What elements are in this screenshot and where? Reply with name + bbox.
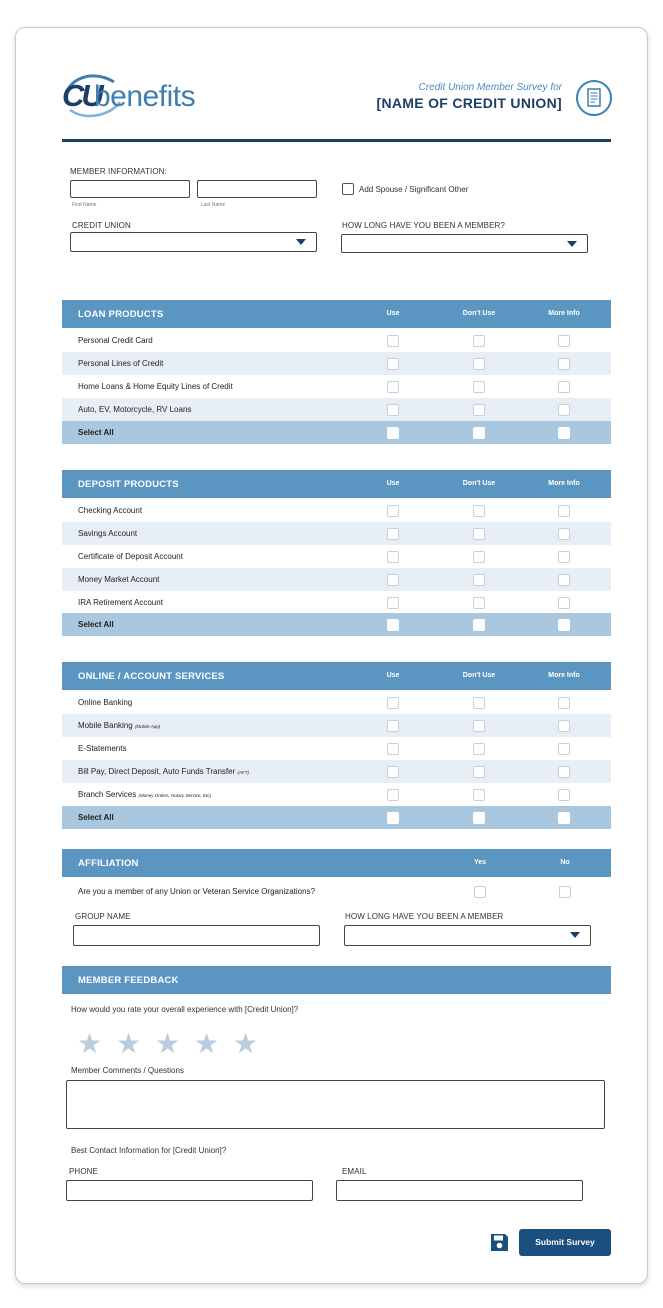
col-use: Use xyxy=(386,310,400,317)
affiliation-header xyxy=(62,849,611,877)
dont-use-checkbox[interactable] xyxy=(473,335,485,347)
table-row xyxy=(62,737,611,760)
comments-textarea[interactable] xyxy=(66,1080,605,1129)
more-info-checkbox[interactable] xyxy=(558,697,570,709)
star-3-icon[interactable]: ★ xyxy=(155,1028,181,1059)
dont-use-checkbox[interactable] xyxy=(473,574,485,586)
col-no: No xyxy=(560,859,570,866)
dont-use-checkbox[interactable] xyxy=(473,358,485,370)
chevron-down-icon xyxy=(296,239,306,245)
row-label-text: Bill Pay, Direct Deposit, Auto Funds Transfer xyxy=(78,767,236,776)
row-label-text: Mobile Banking xyxy=(78,721,133,730)
select-all-label: Select All xyxy=(78,428,114,437)
section-title: MEMBER FEEDBACK xyxy=(78,975,179,986)
online-services-header xyxy=(62,662,611,690)
use-checkbox[interactable] xyxy=(387,766,399,778)
use-checkbox[interactable] xyxy=(387,358,399,370)
phone-input[interactable] xyxy=(66,1180,313,1201)
table-row xyxy=(62,760,611,783)
row-label: Checking Account xyxy=(78,506,143,515)
rating-question: How would you rate your overall experience with [Credit Union]? xyxy=(71,1005,299,1014)
row-label: Home Loans & Home Equity Lines of Credit xyxy=(78,382,233,391)
col-more-info: More Info xyxy=(548,480,580,487)
header-divider xyxy=(62,139,611,142)
first-name-input[interactable] xyxy=(70,180,190,198)
comments-label: Member Comments / Questions xyxy=(71,1066,184,1075)
more-info-checkbox[interactable] xyxy=(558,358,570,370)
affiliation-no-checkbox[interactable] xyxy=(559,886,571,898)
chevron-down-icon xyxy=(567,241,577,247)
row-note: (AFT) xyxy=(237,770,249,775)
phone-label: PHONE xyxy=(69,1167,98,1176)
section-title: AFFILIATION xyxy=(78,858,139,869)
document-icon xyxy=(576,80,612,116)
more-info-checkbox[interactable] xyxy=(558,720,570,732)
star-5-icon[interactable]: ★ xyxy=(233,1028,259,1059)
more-info-checkbox[interactable] xyxy=(558,789,570,801)
row-label xyxy=(78,744,126,753)
select-all-dont-use-checkbox[interactable] xyxy=(473,812,485,824)
use-checkbox[interactable] xyxy=(387,404,399,416)
section-title: LOAN PRODUCTS xyxy=(78,309,164,320)
email-input[interactable] xyxy=(336,1180,583,1201)
row-note: (Money Orders, Notary Service, Etc) xyxy=(138,793,212,798)
table-row xyxy=(62,545,611,568)
use-checkbox[interactable] xyxy=(387,381,399,393)
table-row xyxy=(62,714,611,737)
save-icon[interactable] xyxy=(489,1232,510,1253)
table-row xyxy=(62,329,611,352)
more-info-checkbox[interactable] xyxy=(558,505,570,517)
credit-union-select[interactable] xyxy=(70,232,317,252)
more-info-checkbox[interactable] xyxy=(558,766,570,778)
use-checkbox[interactable] xyxy=(387,720,399,732)
select-all-row xyxy=(62,613,611,636)
row-label-text: E-Statements xyxy=(78,744,127,753)
select-all-use-checkbox[interactable] xyxy=(387,812,399,824)
dont-use-checkbox[interactable] xyxy=(473,381,485,393)
add-spouse-checkbox[interactable] xyxy=(342,183,354,195)
more-info-checkbox[interactable] xyxy=(558,335,570,347)
more-info-checkbox[interactable] xyxy=(558,597,570,609)
use-checkbox[interactable] xyxy=(387,551,399,563)
member-feedback-header xyxy=(62,966,611,994)
dont-use-checkbox[interactable] xyxy=(473,404,485,416)
select-all-label: Select All xyxy=(78,620,114,629)
row-label: Personal Lines of Credit xyxy=(78,359,164,368)
affiliation-yes-checkbox[interactable] xyxy=(474,886,486,898)
row-label xyxy=(78,698,132,707)
use-checkbox[interactable] xyxy=(387,743,399,755)
row-label: Auto, EV, Motorcycle, RV Loans xyxy=(78,405,192,414)
dont-use-checkbox[interactable] xyxy=(473,766,485,778)
table-row xyxy=(62,591,611,614)
row-label xyxy=(78,721,160,730)
select-all-use-checkbox[interactable] xyxy=(387,619,399,631)
more-info-checkbox[interactable] xyxy=(558,381,570,393)
row-label: Savings Account xyxy=(78,529,138,538)
more-info-checkbox[interactable] xyxy=(558,528,570,540)
table-row xyxy=(62,783,611,806)
logo-cu-text: CU xyxy=(62,78,101,113)
col-dont-use: Don't Use xyxy=(462,672,496,679)
table-row xyxy=(62,499,611,522)
dont-use-checkbox[interactable] xyxy=(473,505,485,517)
add-spouse-label: Add Spouse / Significant Other xyxy=(359,185,469,194)
row-label: IRA Retirement Account xyxy=(78,598,163,607)
row-label: Personal Credit Card xyxy=(78,336,153,345)
table-row xyxy=(62,398,611,421)
dont-use-checkbox[interactable] xyxy=(473,697,485,709)
use-checkbox[interactable] xyxy=(387,574,399,586)
select-all-dont-use-checkbox[interactable] xyxy=(473,427,485,439)
select-all-more-info-checkbox[interactable] xyxy=(558,619,570,631)
dont-use-checkbox[interactable] xyxy=(473,597,485,609)
how-long-label: HOW LONG HAVE YOU BEEN A MEMBER? xyxy=(342,221,505,230)
row-label xyxy=(78,767,249,776)
contact-info-label: Best Contact Information for [Credit Union]? xyxy=(71,1146,227,1155)
chevron-down-icon xyxy=(570,932,580,938)
affiliation-length-select[interactable] xyxy=(344,925,591,946)
section-title: ONLINE / ACCOUNT SERVICES xyxy=(78,671,225,682)
select-all-more-info-checkbox[interactable] xyxy=(558,812,570,824)
first-name-caption: First Name xyxy=(72,202,97,208)
row-label xyxy=(78,790,211,799)
affiliation-how-long-label: HOW LONG HAVE YOU BEEN A MEMBER xyxy=(345,912,504,921)
dont-use-checkbox[interactable] xyxy=(473,720,485,732)
dont-use-checkbox[interactable] xyxy=(473,551,485,563)
last-name-caption: Last Name xyxy=(201,202,226,208)
use-checkbox[interactable] xyxy=(387,505,399,517)
loan-products-header xyxy=(62,300,611,328)
credit-union-name: [NAME OF CREDIT UNION] xyxy=(376,95,562,111)
row-label-text: Branch Services xyxy=(78,790,137,799)
table-row xyxy=(62,375,611,398)
select-all-dont-use-checkbox[interactable] xyxy=(473,619,485,631)
star-4-icon[interactable]: ★ xyxy=(194,1028,220,1059)
star-2-icon[interactable]: ★ xyxy=(116,1028,142,1059)
use-checkbox[interactable] xyxy=(387,335,399,347)
cubenefits-logo xyxy=(62,70,222,122)
submit-survey-button[interactable]: Submit Survey xyxy=(519,1229,611,1256)
group-name-label: GROUP NAME xyxy=(75,912,131,921)
deposit-products-header xyxy=(62,470,611,498)
use-checkbox[interactable] xyxy=(387,697,399,709)
col-use: Use xyxy=(386,480,400,487)
row-label-text: Online Banking xyxy=(78,698,133,707)
use-checkbox[interactable] xyxy=(387,789,399,801)
last-name-input[interactable] xyxy=(197,180,317,198)
table-row xyxy=(62,691,611,714)
col-yes: Yes xyxy=(473,859,487,866)
more-info-checkbox[interactable] xyxy=(558,574,570,586)
membership-length-select[interactable] xyxy=(341,234,588,253)
row-label: Money Market Account xyxy=(78,575,160,584)
select-all-row xyxy=(62,421,611,444)
section-title: DEPOSIT PRODUCTS xyxy=(78,479,179,490)
star-1-icon[interactable]: ★ xyxy=(77,1028,103,1059)
use-checkbox[interactable] xyxy=(387,528,399,540)
col-use: Use xyxy=(386,672,400,679)
dont-use-checkbox[interactable] xyxy=(473,743,485,755)
row-label: Certificate of Deposit Account xyxy=(78,552,183,561)
select-all-label: Select All xyxy=(78,813,114,822)
email-label: EMAIL xyxy=(342,1167,367,1176)
dont-use-checkbox[interactable] xyxy=(473,528,485,540)
use-checkbox[interactable] xyxy=(387,597,399,609)
row-note: (Mobile App) xyxy=(134,724,161,729)
select-all-row xyxy=(62,806,611,829)
more-info-checkbox[interactable] xyxy=(558,743,570,755)
group-name-input[interactable] xyxy=(73,925,320,946)
credit-union-label: CREDIT UNION xyxy=(72,221,131,230)
more-info-checkbox[interactable] xyxy=(558,404,570,416)
table-row xyxy=(62,522,611,545)
select-all-use-checkbox[interactable] xyxy=(387,427,399,439)
more-info-checkbox[interactable] xyxy=(558,551,570,563)
member-info-label: MEMBER INFORMATION: xyxy=(70,167,167,176)
col-dont-use: Don't Use xyxy=(462,480,496,487)
col-dont-use: Don't Use xyxy=(462,310,496,317)
col-more-info: More Info xyxy=(548,310,580,317)
select-all-more-info-checkbox[interactable] xyxy=(558,427,570,439)
affiliation-question: Are you a member of any Union or Veteran Service Organizations? xyxy=(78,887,316,896)
survey-subtitle: Credit Union Member Survey for xyxy=(418,82,562,93)
col-more-info: More Info xyxy=(548,672,580,679)
table-row xyxy=(62,352,611,375)
logo-benefits-text: benefits xyxy=(94,80,196,113)
dont-use-checkbox[interactable] xyxy=(473,789,485,801)
table-row xyxy=(62,568,611,591)
